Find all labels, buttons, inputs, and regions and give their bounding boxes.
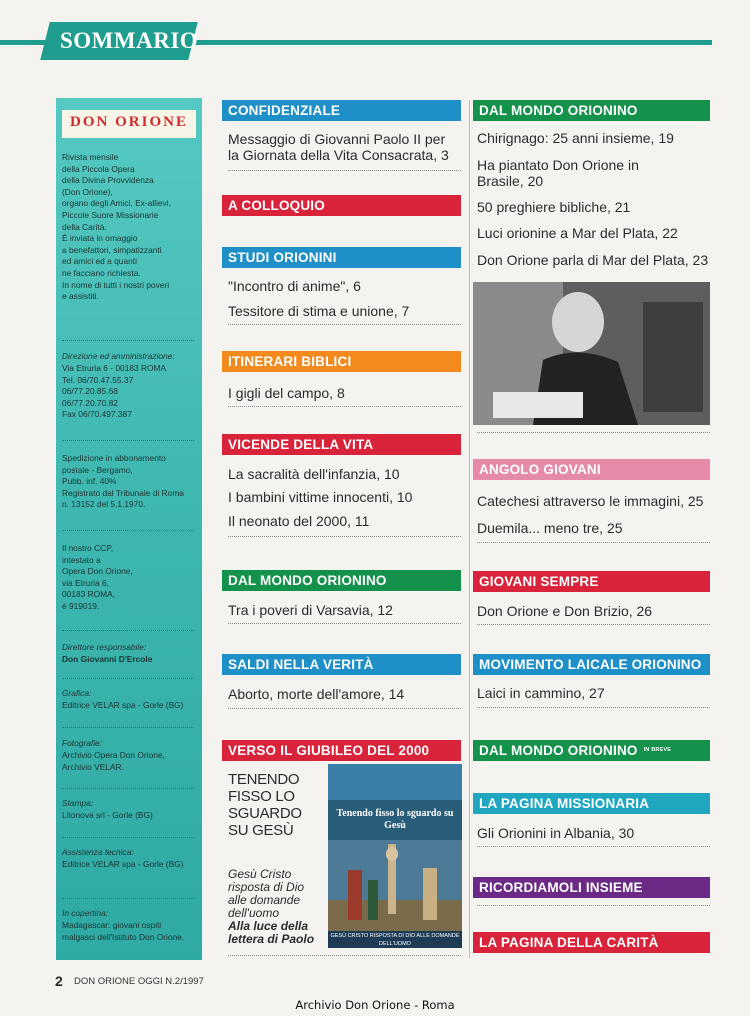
cover-heading: In copertina: bbox=[62, 908, 109, 918]
section-movimento-laicale[interactable]: MOVIMENTO LAICALE ORIONINO bbox=[473, 654, 710, 675]
toc-item[interactable]: 50 preghiere bibliche, 21 bbox=[477, 199, 631, 215]
toc-item[interactable]: Ha piantato Don Orione in Brasile, 20 bbox=[477, 157, 639, 189]
toc-item[interactable]: Tra i poveri di Varsavia, 12 bbox=[228, 602, 393, 618]
ccp-info: Il nostro CCP, intestato a Opera Don Orione, via Etruria 6, 00183 ROMA, è 919019. bbox=[62, 543, 133, 611]
dotted-rule bbox=[477, 846, 710, 847]
toc-item[interactable]: Laici in cammino, 27 bbox=[477, 685, 605, 701]
divider bbox=[62, 837, 194, 838]
giubileo-headline: TENENDO FISSO LO SGUARDO SU GESÙ bbox=[228, 771, 302, 839]
foto-heading: Fotografie: bbox=[62, 738, 103, 748]
toc-item[interactable]: Don Orione parla di Mar del Plata, 23 bbox=[477, 252, 709, 268]
section-itinerari-biblici[interactable]: ITINERARI BIBLICI bbox=[222, 351, 461, 372]
divider bbox=[62, 727, 194, 728]
assist-value: Editrice VELAR spa - Gorle (BG) bbox=[62, 859, 184, 869]
divider bbox=[62, 898, 194, 899]
book-cover-image[interactable] bbox=[328, 764, 462, 948]
toc-item[interactable]: La sacralità dell'infanzia, 10 bbox=[228, 466, 400, 482]
photo-figure bbox=[473, 282, 710, 425]
assist-heading: Assistenza tecnica: bbox=[62, 847, 134, 857]
cover-footer: GESÙ CRISTO RISPOSTA DI DIO ALLE DOMANDE DELL'UOMO bbox=[328, 931, 462, 948]
dotted-rule bbox=[477, 905, 710, 906]
colophon-intro: Rivista mensile della Piccola Opera della Divina Provvidenza (Don Orione), organo degli Amici, Ex-allievi, Piccole Suore Missionarie della Carità. È inviata in omaggio a benefattori, simpatizzanti ed amici ed a quanti ne facciano richiesta. In nome di tutti i nostri poveri e assistiti. bbox=[62, 152, 171, 302]
in-breve-tag: IN BREVE bbox=[643, 747, 672, 753]
section-pagina-della-carita[interactable]: LA PAGINA DELLA CARITÀ bbox=[473, 932, 710, 953]
dotted-rule bbox=[228, 708, 461, 709]
section-vicende-della-vita[interactable]: VICENDE DELLA VITA bbox=[222, 434, 461, 455]
section-studi-orionini[interactable]: STUDI ORIONINI bbox=[222, 247, 461, 268]
section-angolo-giovani[interactable]: ANGOLO GIOVANI bbox=[473, 459, 710, 480]
toc-item[interactable]: Chirignago: 25 anni insieme, 19 bbox=[477, 130, 674, 146]
don-orione-photo[interactable] bbox=[473, 282, 710, 425]
page-number: 2 bbox=[55, 973, 63, 989]
toc-item[interactable]: I gigli del campo, 8 bbox=[228, 385, 345, 401]
divider bbox=[62, 788, 194, 789]
dotted-rule bbox=[228, 536, 461, 537]
dotted-rule bbox=[477, 707, 710, 708]
column-divider bbox=[469, 100, 470, 958]
section-dal-mondo-orionino[interactable]: DAL MONDO ORIONINO bbox=[473, 100, 710, 121]
toc-item[interactable]: Messaggio di Giovanni Paolo II per la Giornata della Vita Consacrata, 3 bbox=[228, 131, 449, 163]
cover-description: Madagascar: giovani ospiti malgasci dell'Istituto Don Orione. bbox=[62, 920, 185, 942]
toc-item[interactable]: Gli Orionini in Albania, 30 bbox=[477, 825, 635, 841]
section-colloquio[interactable]: A COLLOQUIO bbox=[222, 195, 461, 216]
section-dal-mondo-orionino[interactable]: DAL MONDO ORIONINO bbox=[222, 570, 461, 591]
archive-credit: Archivio Don Orione - Roma bbox=[295, 998, 455, 1012]
dotted-rule bbox=[228, 955, 461, 956]
foto-value: Archivio Opera Don Orione, Archivio VELAR. bbox=[62, 750, 165, 772]
cover-title: Tenendo fisso lo sguardo su Gesù bbox=[336, 808, 454, 831]
postal-registration: Spedizione in abbonamento postale - Bergamo, Pubb. inf. 40% Registrato dal Tribunale di Roma n. 13152 del 5.1.1970. bbox=[62, 453, 184, 510]
grafica-heading: Grafica: bbox=[62, 688, 92, 698]
publication-name: DON ORIONE OGGI N.2/1997 bbox=[74, 976, 204, 987]
dotted-rule bbox=[228, 170, 461, 171]
admin-heading: Direzione ed amministrazione: bbox=[62, 351, 175, 361]
dotted-rule bbox=[228, 406, 461, 407]
dotted-rule bbox=[477, 542, 710, 543]
divider bbox=[62, 678, 194, 679]
toc-item[interactable]: Catechesi attraverso le immagini, 25 bbox=[477, 493, 704, 509]
section-confidenziale[interactable]: CONFIDENZIALE bbox=[222, 100, 461, 121]
toc-item[interactable]: Aborto, morte dell'amore, 14 bbox=[228, 686, 405, 702]
giubileo-caption-bold: Alla luce della lettera di Paolo bbox=[228, 919, 315, 946]
section-pagina-missionaria[interactable]: LA PAGINA MISSIONARIA bbox=[473, 793, 710, 814]
divider bbox=[62, 440, 194, 441]
divider bbox=[62, 630, 194, 631]
dotted-rule bbox=[228, 324, 461, 325]
page-title: SOMMARIO bbox=[60, 28, 199, 53]
divider bbox=[62, 530, 194, 531]
giubileo-caption: Gesù Cristo risposta di Dio alle domande dell'uomo bbox=[228, 867, 305, 920]
director-heading: Direttore responsabile: bbox=[62, 642, 147, 652]
section-ricordiamoli-insieme[interactable]: RICORDIAMOLI INSIEME bbox=[473, 877, 710, 898]
director-name: Don Giovanni D'Ercole bbox=[62, 654, 153, 664]
toc-item[interactable]: Luci orionine a Mar del Plata, 22 bbox=[477, 225, 678, 241]
cover-painting bbox=[328, 840, 462, 932]
toc-item[interactable]: Don Orione e Don Brizio, 26 bbox=[477, 603, 653, 619]
dotted-rule bbox=[477, 624, 710, 625]
section-dal-mondo-orionino-breve[interactable] bbox=[473, 740, 710, 761]
dotted-rule bbox=[228, 623, 461, 624]
toc-item[interactable]: Tessitore di stima e unione, 7 bbox=[228, 303, 410, 319]
section-giubileo[interactable]: VERSO IL GIUBILEO DEL 2000 bbox=[222, 740, 461, 761]
section-giovani-sempre[interactable]: GIOVANI SEMPRE bbox=[473, 571, 710, 592]
stampa-heading: Stampa: bbox=[62, 798, 94, 808]
dotted-rule bbox=[477, 432, 710, 433]
toc-item[interactable]: I bambini vittime innocenti, 10 bbox=[228, 489, 413, 505]
toc-item[interactable]: "Incontro di anime", 6 bbox=[228, 278, 361, 294]
brand-logo: DON ORIONE bbox=[70, 114, 188, 130]
grafica-value: Editrice VELAR spa - Gorle (BG) bbox=[62, 700, 184, 710]
toc-item[interactable]: Duemila... meno tre, 25 bbox=[477, 520, 623, 536]
section-saldi-nella-verita[interactable]: SALDI NELLA VERITÀ bbox=[222, 654, 461, 675]
cover-banner bbox=[328, 764, 462, 800]
divider bbox=[62, 340, 194, 341]
stampa-value: Litonova srl - Gorle (BG) bbox=[62, 810, 153, 820]
toc-item[interactable]: Il neonato del 2000, 11 bbox=[228, 513, 370, 529]
admin-address: Via Etruria 6 - 00183 ROMA Tel. 06/70.47.55.37 06/77.20.85.68 06/77.20.70.82 Fax 06/70.497.387 bbox=[62, 363, 167, 420]
section-title: DAL MONDO ORIONINO bbox=[479, 743, 638, 758]
